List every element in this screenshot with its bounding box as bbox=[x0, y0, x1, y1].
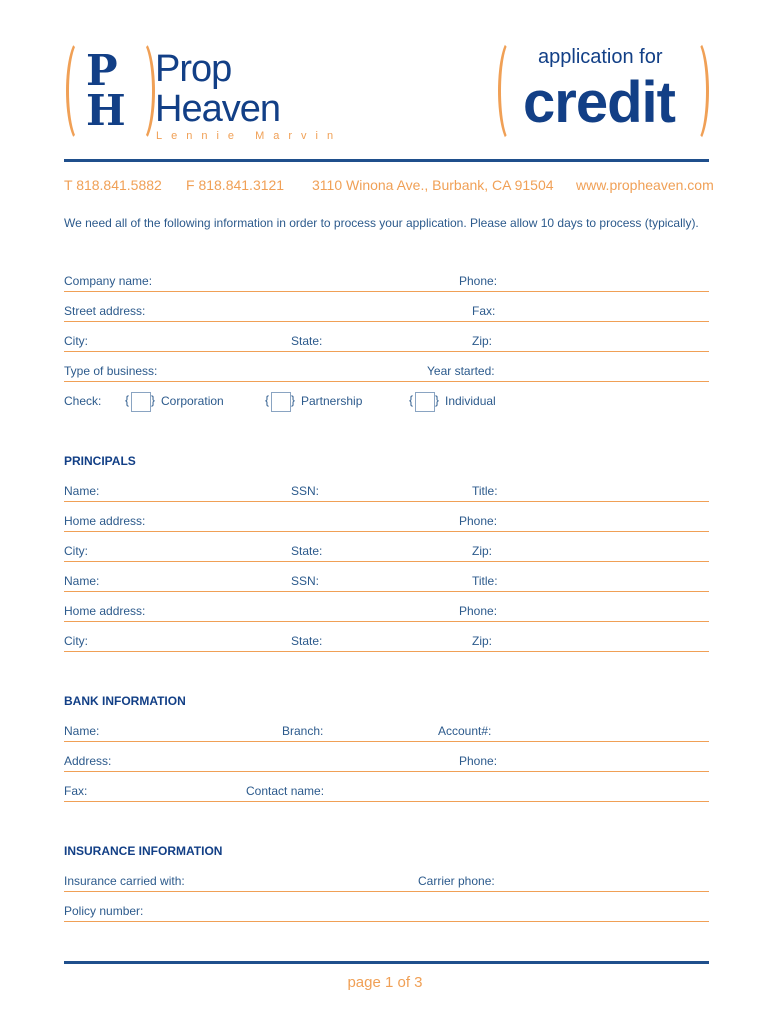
title-right-paren bbox=[682, 38, 709, 144]
principal1-address-line[interactable] bbox=[64, 531, 709, 532]
bracket-close: } bbox=[151, 393, 156, 407]
contact-website: www.propheaven.com bbox=[576, 177, 714, 193]
principals-heading: PRINCIPALS bbox=[64, 454, 136, 468]
intro-text: We need all of the following information in order to process your application. Please allow 10 days to process (typically). bbox=[64, 216, 699, 230]
bank-fax-line[interactable] bbox=[64, 801, 709, 802]
bank-branch-label: Branch: bbox=[282, 724, 324, 738]
insurance-carried-with-label: Insurance carried with: bbox=[64, 874, 185, 888]
bank-account-label: Account#: bbox=[438, 724, 492, 738]
principal1-zip-label: Zip: bbox=[472, 544, 493, 558]
principal2-phone-label: Phone: bbox=[459, 604, 498, 618]
contact-fax: F 818.841.3121 bbox=[186, 177, 285, 193]
policy-number-line[interactable] bbox=[64, 921, 709, 922]
company-phone-label: Phone: bbox=[459, 274, 498, 288]
check-label: Check: bbox=[64, 394, 102, 408]
contact-phone: T 818.841.5882 bbox=[64, 177, 162, 193]
principal1-home-address-label: Home address: bbox=[64, 514, 146, 528]
bank-heading: BANK INFORMATION bbox=[64, 694, 186, 708]
principal2-name-label: Name: bbox=[64, 574, 100, 588]
bank-contact-name-label: Contact name: bbox=[246, 784, 325, 798]
bank-name-label: Name: bbox=[64, 724, 100, 738]
title-line1: application for bbox=[538, 46, 663, 68]
bank-address-label: Address: bbox=[64, 754, 112, 768]
principal1-title-label: Title: bbox=[472, 484, 498, 498]
bracket-close: } bbox=[435, 393, 440, 407]
company-state-label: State: bbox=[291, 334, 323, 348]
logo-name-line1: Prop bbox=[155, 48, 232, 90]
individual-label: Individual bbox=[445, 394, 496, 408]
principal1-city-line[interactable] bbox=[64, 561, 709, 562]
header-divider bbox=[64, 159, 709, 162]
company-name-label: Company name: bbox=[64, 274, 153, 288]
bank-phone-label: Phone: bbox=[459, 754, 498, 768]
principal1-phone-label: Phone: bbox=[459, 514, 498, 528]
principal2-address-line[interactable] bbox=[64, 621, 709, 622]
policy-number-label: Policy number: bbox=[64, 904, 144, 918]
bank-name-line[interactable] bbox=[64, 741, 709, 742]
company-fax-label: Fax: bbox=[472, 304, 496, 318]
individual-checkbox[interactable] bbox=[415, 392, 435, 412]
company-zip-label: Zip: bbox=[472, 334, 493, 348]
principal1-name-label: Name: bbox=[64, 484, 100, 498]
corporation-label: Corporation bbox=[161, 394, 224, 408]
bracket-close: } bbox=[291, 393, 296, 407]
principal1-city-label: City: bbox=[64, 544, 88, 558]
principal2-ssn-label: SSN: bbox=[291, 574, 320, 588]
logo-tagline: Lennie Marvin bbox=[156, 130, 343, 142]
insurance-carried-line[interactable] bbox=[64, 891, 709, 892]
company-city-line[interactable] bbox=[64, 351, 709, 352]
principal2-home-address-label: Home address: bbox=[64, 604, 146, 618]
principal2-name-line[interactable] bbox=[64, 591, 709, 592]
page-number: page 1 of 3 bbox=[347, 974, 423, 991]
logo-name-line2: Heaven bbox=[155, 88, 280, 130]
bank-fax-label: Fax: bbox=[64, 784, 88, 798]
principal2-zip-label: Zip: bbox=[472, 634, 493, 648]
street-address-label: Street address: bbox=[64, 304, 146, 318]
partnership-label: Partnership bbox=[301, 394, 363, 408]
type-of-business-label: Type of business: bbox=[64, 364, 158, 378]
insurance-heading: INSURANCE INFORMATION bbox=[64, 844, 223, 858]
carrier-phone-label: Carrier phone: bbox=[418, 874, 495, 888]
logo-monogram-p: P bbox=[86, 46, 118, 95]
title-line2: credit bbox=[523, 70, 675, 135]
street-address-line[interactable] bbox=[64, 321, 709, 322]
logo-monogram-h: H bbox=[86, 86, 126, 135]
company-name-line[interactable] bbox=[64, 291, 709, 292]
principal1-name-line[interactable] bbox=[64, 501, 709, 502]
principal2-state-label: State: bbox=[291, 634, 323, 648]
principal1-ssn-label: SSN: bbox=[291, 484, 320, 498]
contact-address: 3110 Winona Ave., Burbank, CA 91504 bbox=[312, 177, 554, 193]
year-started-label: Year started: bbox=[427, 364, 495, 378]
type-of-business-line[interactable] bbox=[64, 381, 709, 382]
principal2-city-line[interactable] bbox=[64, 651, 709, 652]
right-paren-decoration bbox=[126, 38, 155, 144]
footer-divider bbox=[64, 961, 709, 964]
bank-address-line[interactable] bbox=[64, 771, 709, 772]
company-city-label: City: bbox=[64, 334, 88, 348]
corporation-checkbox[interactable] bbox=[131, 392, 151, 412]
partnership-checkbox[interactable] bbox=[271, 392, 291, 412]
bracket-open: { bbox=[125, 393, 130, 407]
title-left-paren bbox=[498, 38, 525, 144]
principal2-title-label: Title: bbox=[472, 574, 498, 588]
bracket-open: { bbox=[409, 393, 414, 407]
bracket-open: { bbox=[265, 393, 270, 407]
principal2-city-label: City: bbox=[64, 634, 88, 648]
principal1-state-label: State: bbox=[291, 544, 323, 558]
